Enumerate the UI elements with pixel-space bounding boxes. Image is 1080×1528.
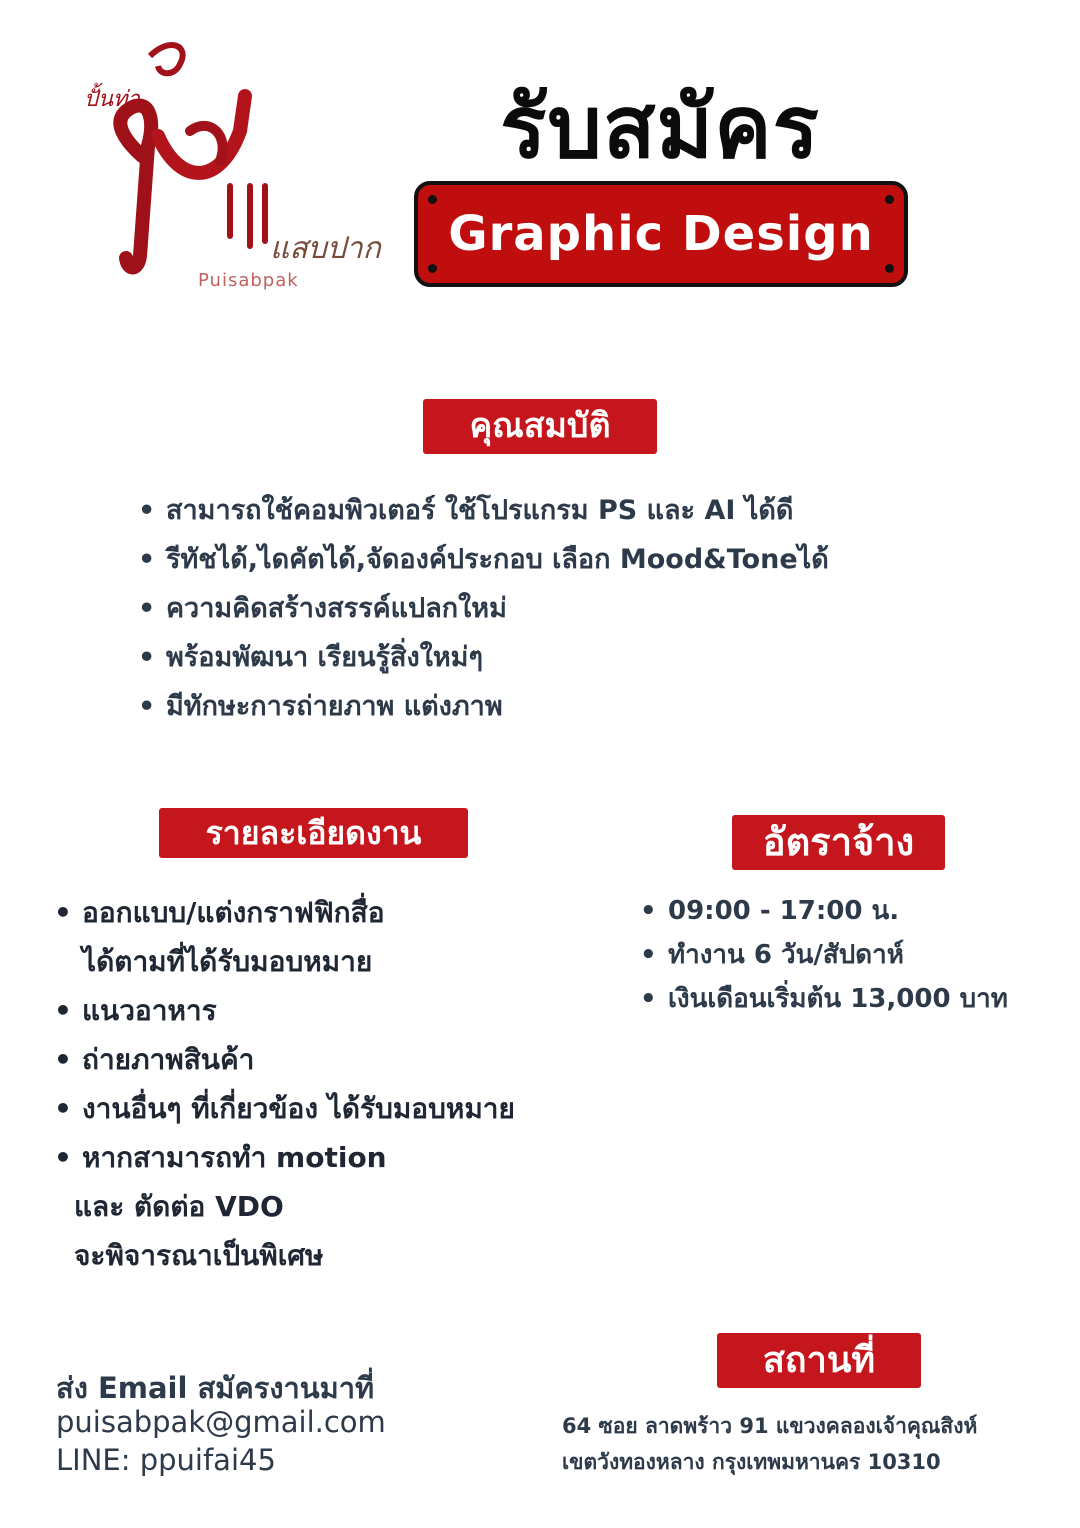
list-item: • งานอื่นๆ ที่เกี่ยวข้อง ได้รับมอบหมาย [54,1084,515,1133]
job-details-list [54,888,515,1280]
logo-graphic [80,36,381,296]
list-item: • สามารถใช้คอมพิวเตอร์ ใช้โปรแกรม PS และ AI ได้ดี [138,486,829,535]
list-item: • มีทักษะการถ่ายภาพ แต่งภาพ [138,682,829,731]
plate-bolt [428,264,437,273]
list-item: • ออกแบบ/แต่งกราฟฟิกสื่อ [54,888,515,937]
location-address [562,1408,977,1480]
page-title: รับสมัคร [500,78,820,178]
logo-script-small: ปั้นท่า [84,87,140,112]
address-line: 64 ซอย ลาดพร้าว 91 แขวงคลองเจ้าคุณสิงห์ [562,1414,978,1438]
logo-stroke-lines [230,186,265,246]
logo-stroke-left [120,105,151,267]
list-item-continuation: ได้ตามที่ได้รับมอบหมาย [82,945,373,978]
contact-line-id: LINE: ppuifai45 [56,1443,276,1477]
contact-heading: ส่ง Email สมัครงานมาที่ [56,1371,375,1405]
list-item: • เงินเดือนเริ่มต้น 13,000 บาท [640,977,1008,1021]
logo-stroke-loop [190,126,223,161]
brand-logo [80,36,381,296]
position-plate [414,181,908,287]
qualifications-list [138,486,829,731]
list-item-continuation: จะพิจารณาเป็นพิเศษ [74,1239,324,1272]
list-item-continuation: และ ตัดต่อ VDO [74,1190,284,1223]
list-item: • ถ่ายภาพสินค้า [54,1035,515,1084]
plate-bolt [885,195,894,204]
logo-stroke-mid [158,96,245,173]
list-item: • พร้อมพัฒนา เรียนรู้สิ่งใหม่ๆ [138,633,829,682]
contact-email[interactable]: puisabpak@gmail.com [56,1405,386,1439]
list-item: • รีทัชได้,ไดคัตได้,จัดองค์ประกอบ เลือก Mood&Toneได้ [138,535,829,584]
list-item: • ความคิดสร้างสรรค์แปลกใหม่ [138,584,829,633]
logo-script-side: แสบปาก [270,231,381,266]
plate-bolt [428,195,437,204]
logo-name: Puisabpak [198,270,299,291]
plate-bolt [885,264,894,273]
address-line: เขตวังทองหลาง กรุงเทพมหานคร 10310 [562,1450,941,1474]
wage-list [640,889,1008,1021]
location-heading: สถานที่ [717,1333,921,1388]
logo-swash [150,45,183,73]
job-details-heading: รายละเอียดงาน [159,808,468,858]
list-item: • หากสามารถทำ motion [54,1133,515,1182]
list-item: • แนวอาหาร [54,986,515,1035]
position-title: Graphic Design [448,206,874,262]
wage-heading: อัตราจ้าง [732,815,945,870]
list-item: • ทำงาน 6 วัน/สัปดาห์ [640,933,1008,977]
list-item: • 09:00 - 17:00 น. [640,889,1008,933]
qualifications-heading: คุณสมบัติ [423,399,657,454]
